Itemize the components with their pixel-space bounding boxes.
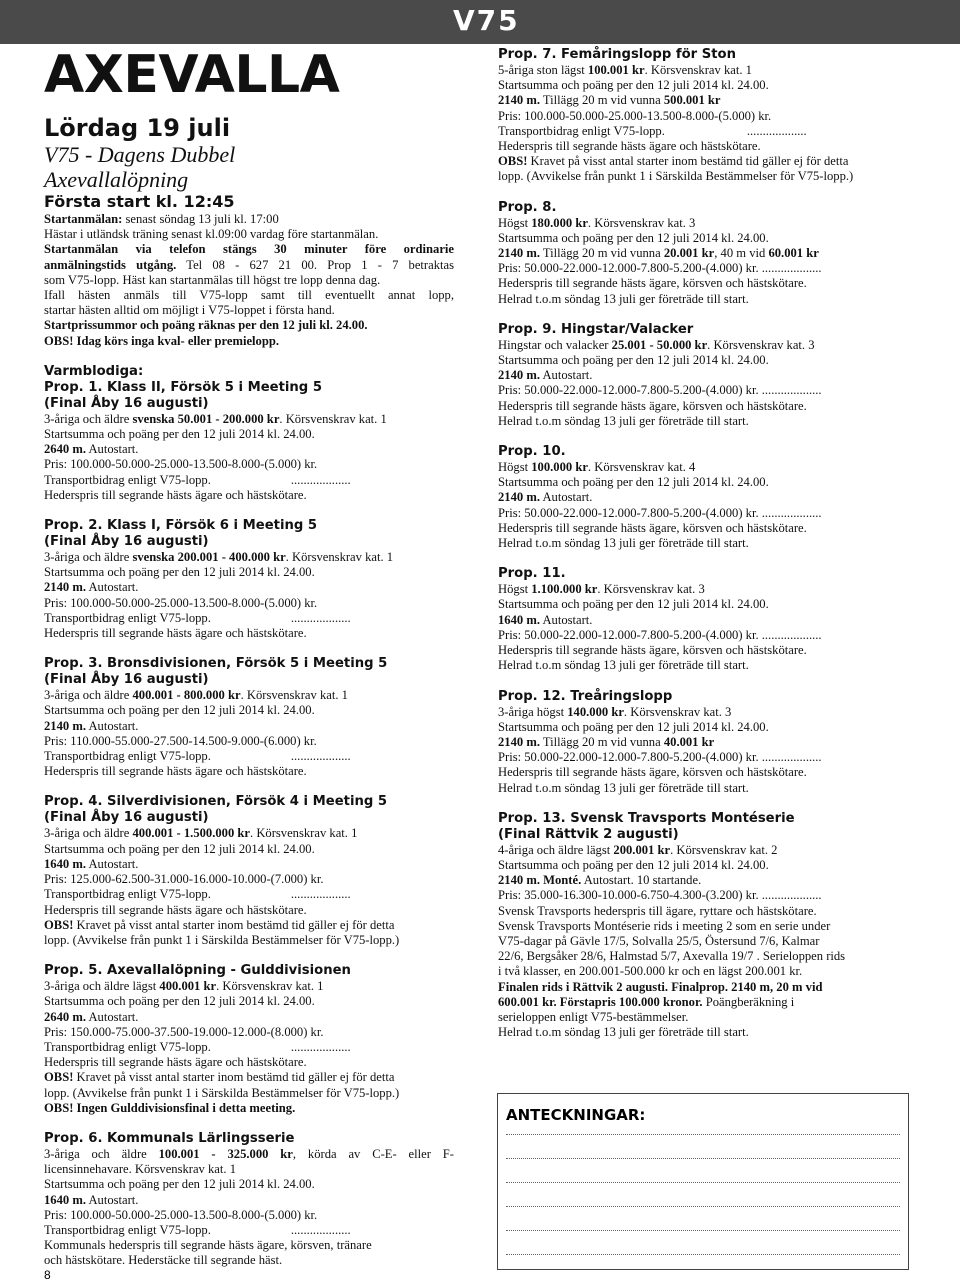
prop-12 [498, 689, 910, 796]
info-text: senast söndag 13 juli kl. 17:00 [122, 212, 279, 226]
t: 1640 m. [498, 612, 540, 627]
prop-line [44, 442, 454, 457]
prop-line: Startsumma och poäng per den 12 juli 2014 kl. 24.00. [44, 565, 315, 580]
t: ................... [290, 1222, 351, 1237]
t: Kravet på visst antal starter inom bestämd tid gäller ej för detta [73, 1070, 395, 1085]
prop-line: Startsumma och poäng per den 12 juli 2014 kl. 24.00. [44, 703, 315, 718]
prop-line: Hederspris till segrande hästs ägare, körsven och hästskötare. [498, 398, 807, 413]
t: 2140 m. [498, 368, 540, 383]
prop-line: Startsumma och poäng per den 12 juli 2014 kl. 24.00. [44, 1177, 315, 1192]
t: Autostart. [85, 1192, 139, 1207]
prop-line: Pris: 35.000-16.300-10.000-6.750-4.300-(3.200) kr. ................... [498, 888, 822, 903]
prop-line: Startsumma och poäng per den 12 juli 2014 kl. 24.00. [498, 230, 769, 245]
prop-line [498, 995, 910, 1010]
prop-line: Hederspris till segrande hästs ägare och hästskötare. [44, 764, 307, 779]
t: 1.100.000 kr [531, 582, 598, 597]
prop-line [44, 749, 454, 764]
t: Tillägg 20 m vid vunna [539, 246, 664, 261]
first-start: Första start kl. 12:45 [44, 192, 235, 211]
prop-1 [44, 380, 454, 503]
t: 2140 m. [498, 734, 540, 749]
prop-line: lopp. (Avvikelse från punkt 1 i Särskilda Bestämmelser för V75-lopp.) [44, 932, 400, 947]
prop-line: Hederspris till segrande hästs ägare och hästskötare. [498, 139, 761, 154]
t: 2640 m. [44, 1009, 86, 1024]
prop-line: Pris: 50.000-22.000-12.000-7.800-5.200-(4.000) kr. ................... [498, 750, 822, 765]
prop-heading: Prop. 4. Silverdivisionen, Försök 4 i Meeting 5 [44, 794, 388, 810]
prop-heading: Prop. 11. [498, 566, 566, 582]
t: 40.001 kr [663, 734, 715, 749]
left-column [44, 44, 454, 1269]
prop-line: Startsumma och poäng per den 12 juli 2014 kl. 24.00. [498, 78, 769, 93]
prop-line [498, 154, 910, 169]
t: . Körsvenskrav kat. 1 [644, 63, 752, 77]
t: svenska 200.001 - 400.000 kr [132, 550, 286, 565]
prop-heading: Prop. 10. [498, 444, 566, 460]
t: 4-åriga och äldre lägst [498, 842, 614, 857]
prop-line: Pris: 150.000-75.000-37.500-19.000-12.000-(8.000) kr. [44, 1024, 324, 1039]
prop-line: Pris: 50.000-22.000-12.000-7.800-5.200-(4.000) kr. ................... [498, 383, 822, 398]
t: Autostart. [539, 368, 593, 383]
prop-6 [44, 1131, 454, 1269]
t: 2140 m. [498, 93, 540, 108]
prop-line: Helrad t.o.m söndag 13 juli ger företräde till start. [498, 291, 749, 306]
prop-line [498, 873, 910, 888]
t: Högst [498, 582, 532, 597]
prop-line: Svensk Travsports hederspris till ägare, ryttare och hästskötare. [498, 903, 817, 918]
prop-line [44, 1040, 454, 1055]
prop-line [44, 918, 454, 933]
prop-line [498, 980, 910, 995]
prop-line: Hederspris till segrande hästs ägare, körsven och hästskötare. [498, 643, 807, 658]
t: 3-åriga och äldre [44, 550, 133, 565]
subtitle-v75: V75 - Dagens Dubbel [44, 142, 236, 167]
prop-line [498, 705, 910, 720]
notes-line[interactable] [506, 1254, 900, 1255]
t: 60.001 kr [768, 246, 819, 261]
prop-heading: Prop. 5. Axevallalöpning - Gulddivisionen [44, 963, 351, 979]
t: 5-åriga ston lägst [498, 63, 588, 77]
t: 400.001 - 800.000 kr [132, 688, 241, 703]
t: . Körsvenskrav kat. 3 [597, 582, 705, 597]
info-bold: Startanmälan via telefon stängs 30 minuter före ordinarie [44, 242, 454, 257]
t: 100.000 kr [531, 460, 588, 475]
header-title: V75 [453, 4, 520, 37]
t: Autostart. [539, 490, 593, 505]
t: Transportbidrag enligt V75-lopp. [44, 749, 211, 764]
t: . Körsvenskrav kat. 1 [216, 979, 324, 994]
prop-4 [44, 794, 454, 948]
prop-heading: Prop. 13. Svensk Travsports Montéserie [498, 810, 795, 826]
t: Autostart. [539, 612, 593, 627]
t: ................... [746, 123, 807, 138]
prop-line [44, 1010, 454, 1025]
t: Autostart. [85, 580, 139, 595]
t: . Körsvenskrav kat. 1 [279, 411, 387, 426]
prop-line [498, 582, 910, 597]
prop-line: Hederspris till segrande hästs ägare, körsven och hästskötare. [498, 276, 807, 291]
t: 1640 m. [44, 856, 86, 871]
info-line: som V75-lopp. Häst kan startanmälas till högst tre lopp denna dag. [44, 272, 381, 287]
prop-final: (Final Åby 16 augusti) [44, 672, 209, 688]
notes-title: ANTECKNINGAR: [506, 1106, 646, 1124]
t: Högst [498, 215, 532, 230]
prop-3 [44, 656, 454, 779]
prop-line: Startsumma och poäng per den 12 juli 2014 kl. 24.00. [44, 994, 315, 1009]
info-bold: OBS! [44, 333, 74, 348]
prop-9 [498, 322, 910, 429]
prop-line: Hederspris till segrande hästs ägare, körsven och hästskötare. [498, 765, 807, 780]
prop-line [44, 412, 454, 427]
prop-line [44, 979, 454, 994]
prop-heading: Prop. 7. Femåringslopp för Ston [498, 47, 736, 62]
t: . Körsvenskrav kat. 3 [587, 215, 696, 230]
t: Autostart. [85, 856, 139, 871]
t: 2140 m. [498, 246, 540, 261]
t: Transportbidrag enligt V75-lopp. [44, 1039, 211, 1054]
prop-line [498, 613, 910, 628]
info-line [44, 212, 454, 227]
prop-line: Pris: 50.000-22.000-12.000-7.800-5.200-(4.000) kr. ................... [498, 627, 822, 642]
prop-line [498, 338, 910, 353]
t: 140.000 kr [567, 704, 624, 719]
prop-line: licensinnehavare. Körsvenskrav kat. 1 [44, 1162, 236, 1177]
prop-line [498, 63, 910, 78]
prop-line [44, 611, 454, 626]
notes-box [497, 1093, 909, 1270]
prop-heading: Prop. 1. Klass II, Försök 5 i Meeting 5 [44, 379, 323, 395]
t: Kravet på visst antal starter inom bestämd tid gäller ej för detta [527, 154, 849, 169]
prop-line [44, 580, 454, 595]
t: 500.001 kr [663, 93, 721, 108]
t: . Körsvenskrav kat. 1 [240, 688, 348, 703]
prop-line: Hederspris till segrande hästs ägare och hästskötare. [44, 626, 307, 641]
prop-line: Hederspris till segrande hästs ägare och hästskötare. [44, 902, 307, 917]
t: Finalen rids i Rättvik 2 augusti. Finalprop. 2140 m, 20 m vid [498, 979, 823, 994]
prop-line [44, 688, 454, 703]
prop-heading: Prop. 9. Hingstar/Valacker [498, 321, 694, 337]
t: Autostart. [85, 442, 139, 457]
t: 3-åriga högst [498, 704, 568, 719]
t: 2640 m. [44, 442, 86, 457]
race-date: Lördag 19 juli [44, 114, 231, 142]
venue-title: AXEVALLA [44, 45, 340, 105]
prop-line [44, 1101, 454, 1116]
prop-line [44, 550, 454, 565]
prop-line [44, 1223, 454, 1238]
t: Transportbidrag enligt V75-lopp. [44, 1222, 211, 1237]
prop-line: Startsumma och poäng per den 12 juli 2014 kl. 24.00. [498, 353, 769, 368]
info-line: Hästar i utländsk träning senast kl.09:00 vardag före startanmälan. [44, 227, 379, 242]
prop-line: Pris: 125.000-62.500-31.000-16.000-10.000-(7.000) kr. [44, 872, 324, 887]
t: ................... [290, 472, 351, 487]
t: Autostart. [85, 718, 139, 733]
info-bold: Startprissummor och poäng räknas per den 12 juli kl. 24.00. [44, 318, 368, 333]
t: 2140 m. [44, 718, 86, 733]
t: ................... [290, 610, 351, 625]
t: , körda av C-E- eller F- [292, 1146, 454, 1161]
info-bold: anmälningstids utgång. [44, 257, 177, 272]
t: Hingstar och valacker [498, 337, 612, 352]
prop-7 [498, 47, 910, 185]
prop-heading: Prop. 6. Kommunals Lärlingsserie [44, 1130, 295, 1146]
info-text: Tel 08 - 627 21 00. Prop 1 - 7 betraktas [176, 257, 454, 272]
prop-line [44, 1070, 454, 1085]
prop-line: V75-dagar på Gävle 17/5, Solvalla 25/5, Östersund 7/6, Kalmar [498, 933, 820, 948]
t: Högst [498, 460, 532, 475]
t: Autostart. [85, 1009, 139, 1024]
t: Transportbidrag enligt V75-lopp. [44, 887, 211, 902]
prop-line [498, 246, 910, 261]
info-line: Ifall hästen anmäls till V75-lopp samt till eventuellt annat lopp, [44, 288, 454, 303]
prop-line: Startsumma och poäng per den 12 juli 2014 kl. 24.00. [498, 719, 769, 734]
prop-heading: Prop. 3. Bronsdivisionen, Försök 5 i Meeting 5 [44, 656, 388, 672]
t: Autostart. 10 startande. [581, 873, 702, 888]
t: 3-åriga och äldre lägst [44, 979, 160, 994]
t: Poängberäkning i [702, 994, 795, 1009]
prop-line: Pris: 110.000-55.000-27.500-14.500-9.000-(6.000) kr. [44, 733, 317, 748]
t: 1640 m. [44, 1192, 86, 1207]
info-line [44, 318, 454, 333]
subtitle-axevallalopning: Axevallalöpning [44, 167, 189, 192]
t: ................... [290, 887, 351, 902]
prop-line: Pris: 100.000-50.000-25.000-13.500-8.000-(5.000) kr. [44, 457, 318, 472]
t: 600.001 kr. Förstapris 100.000 kronor. [498, 994, 703, 1009]
prop-final: (Final Åby 16 augusti) [44, 534, 209, 550]
prop-line: Pris: 100.000-50.000-25.000-13.500-8.000-(5.000) kr. [498, 108, 772, 123]
t: . Körsvenskrav kat. 1 [250, 826, 358, 841]
prop-line: Hederspris till segrande hästs ägare och hästskötare. [44, 1055, 307, 1070]
t: svenska 50.001 - 200.000 kr [132, 411, 280, 426]
prop-final: (Final Rättvik 2 augusti) [498, 826, 679, 842]
prop-line [44, 887, 454, 902]
prop-line [498, 124, 910, 139]
t: , 40 m vid [714, 246, 769, 261]
prop-line [44, 826, 454, 841]
notes-line[interactable] [506, 1230, 900, 1231]
prop-line: Startsumma och poäng per den 12 juli 2014 kl. 24.00. [498, 597, 769, 612]
t: 3-åriga och äldre [44, 688, 133, 703]
t: . Körsvenskrav kat. 1 [285, 550, 394, 565]
prop-line: och hästskötare. Hederstäcke till segrande häst. [44, 1253, 283, 1268]
t: 25.001 - 50.000 kr [611, 337, 708, 352]
info-line: startar hästen alltid om möjligt i V75-loppet i första hand. [44, 303, 335, 318]
right-column [498, 47, 910, 1040]
prop-line [498, 843, 910, 858]
t: 200.001 kr [613, 842, 671, 857]
prop-line: Startsumma och poäng per den 12 juli 2014 kl. 24.00. [498, 857, 769, 872]
notes-line[interactable] [506, 1158, 900, 1159]
prop-final: (Final Åby 16 augusti) [44, 810, 209, 826]
prop-line: lopp. (Avvikelse från punkt 1 i Särskilda Bestämmelser för V75-lopp.) [498, 169, 854, 184]
prop-line: Hederspris till segrande hästs ägare, körsven och hästskötare. [498, 520, 807, 535]
prop-heading: Prop. 12. Treåringslopp [498, 688, 673, 704]
prop-line: Startsumma och poäng per den 12 juli 2014 kl. 24.00. [44, 427, 315, 442]
notes-line[interactable] [506, 1134, 900, 1135]
info-line [44, 334, 454, 349]
info-block [44, 212, 454, 349]
prop-line: serieloppen enligt V75-bestämmelser. [498, 1009, 689, 1024]
t: 180.000 kr [531, 215, 588, 230]
prop-line [498, 490, 910, 505]
prop-line: Startsumma och poäng per den 12 juli 2014 kl. 24.00. [498, 475, 769, 490]
prop-line: lopp. (Avvikelse från punkt 1 i Särskilda Bestämmelser för V75-lopp.) [44, 1085, 400, 1100]
prop-line [498, 460, 910, 475]
t: 400.001 - 1.500.000 kr [132, 826, 251, 841]
prop-heading: Prop. 8. [498, 199, 557, 215]
section-heading: Varmblodiga: [44, 363, 144, 379]
prop-line: 22/6, Bergsåker 28/6, Halmstad 5/7, Axevalla 19/7 . Serieloppen rids [498, 949, 846, 964]
header-bar [0, 0, 960, 44]
prop-line [44, 1147, 454, 1162]
prop-line: Helrad t.o.m söndag 13 juli ger företräde till start. [498, 658, 749, 673]
page-number: 8 [44, 1268, 51, 1282]
prop-line: i två klasser, en 200.001-500.000 kr och en lägst 200.001 kr. [498, 964, 803, 979]
t: 2140 m. [44, 580, 86, 595]
prop-line: Helrad t.o.m söndag 13 juli ger företräde till start. [498, 413, 749, 428]
prop-line: Pris: 100.000-50.000-25.000-13.500-8.000-(5.000) kr. [44, 595, 318, 610]
t: ................... [290, 1039, 351, 1054]
prop-line: Svensk Travsports Montéserie rids i meeting 2 som en serie under [498, 918, 831, 933]
info-bold: Startanmälan: [44, 212, 123, 226]
t: OBS! [44, 1070, 74, 1085]
t: . Körsvenskrav kat. 4 [587, 460, 696, 475]
t: Transportbidrag enligt V75-lopp. [498, 123, 665, 138]
t: Transportbidrag enligt V75-lopp. [44, 610, 211, 625]
prop-line [44, 857, 454, 872]
prop-heading: Prop. 2. Klass I, Försök 6 i Meeting 5 [44, 518, 318, 534]
prop-line: Helrad t.o.m söndag 13 juli ger företräde till start. [498, 780, 749, 795]
prop-2 [44, 518, 454, 641]
t: 3-åriga och äldre [44, 1146, 159, 1161]
t: . Körsvenskrav kat. 3 [707, 337, 815, 352]
t: Kravet på visst antal starter inom bestämd tid gäller ej för detta [73, 917, 395, 932]
t: 100.001 - 325.000 kr [158, 1146, 293, 1161]
t: OBS! [44, 917, 74, 932]
prop-line [498, 735, 910, 750]
t: 400.001 kr [159, 979, 217, 994]
t: 100.001 kr [587, 63, 645, 77]
t: . Körsvenskrav kat. 3 [623, 704, 732, 719]
prop-line: Startsumma och poäng per den 12 juli 2014 kl. 24.00. [44, 841, 315, 856]
prop-line [498, 216, 910, 231]
t: ................... [290, 749, 351, 764]
t: Tillägg 20 m vid vunna [539, 93, 664, 108]
info-bold: Idag körs inga kval- eller premielopp. [73, 333, 280, 348]
prop-line [44, 719, 454, 734]
prop-line: Helrad t.o.m söndag 13 juli ger företräde till start. [498, 1025, 749, 1040]
t: OBS! [498, 154, 528, 169]
t: Transportbidrag enligt V75-lopp. [44, 472, 211, 487]
prop-line: Kommunals hederspris till segrande hästs ägare, körsven, tränare [44, 1238, 372, 1253]
prop-line [498, 93, 910, 108]
prop-10 [498, 444, 910, 551]
info-line [44, 258, 454, 273]
prop-final: (Final Åby 16 augusti) [44, 395, 209, 411]
t: . Körsvenskrav kat. 2 [670, 842, 778, 857]
t: 20.001 kr [663, 246, 715, 261]
t: 2140 m. Monté. [498, 873, 582, 888]
notes-line[interactable] [506, 1206, 900, 1207]
t: OBS! Ingen Gulddivisionsfinal i detta meeting. [44, 1100, 296, 1115]
prop-11 [498, 566, 910, 673]
prop-line [498, 368, 910, 383]
prop-line: Pris: 50.000-22.000-12.000-7.800-5.200-(4.000) kr. ................... [498, 505, 822, 520]
prop-line: Pris: 100.000-50.000-25.000-13.500-8.000-(5.000) kr. [44, 1207, 318, 1222]
prop-line [44, 473, 454, 488]
prop-line [44, 1193, 454, 1208]
prop-line: Pris: 50.000-22.000-12.000-7.800-5.200-(4.000) kr. ................... [498, 261, 822, 276]
prop-8 [498, 200, 910, 307]
notes-line[interactable] [506, 1182, 900, 1183]
prop-13 [498, 811, 910, 1041]
prop-line: Hederspris till segrande hästs ägare och hästskötare. [44, 487, 307, 502]
info-line [44, 242, 454, 257]
prop-line: Helrad t.o.m söndag 13 juli ger företräde till start. [498, 536, 749, 551]
t: 3-åriga och äldre [44, 826, 133, 841]
prop-5 [44, 963, 454, 1116]
t: 2140 m. [498, 490, 540, 505]
t: 3-åriga och äldre [44, 411, 133, 426]
t: Tillägg 20 m vid vunna [539, 734, 664, 749]
